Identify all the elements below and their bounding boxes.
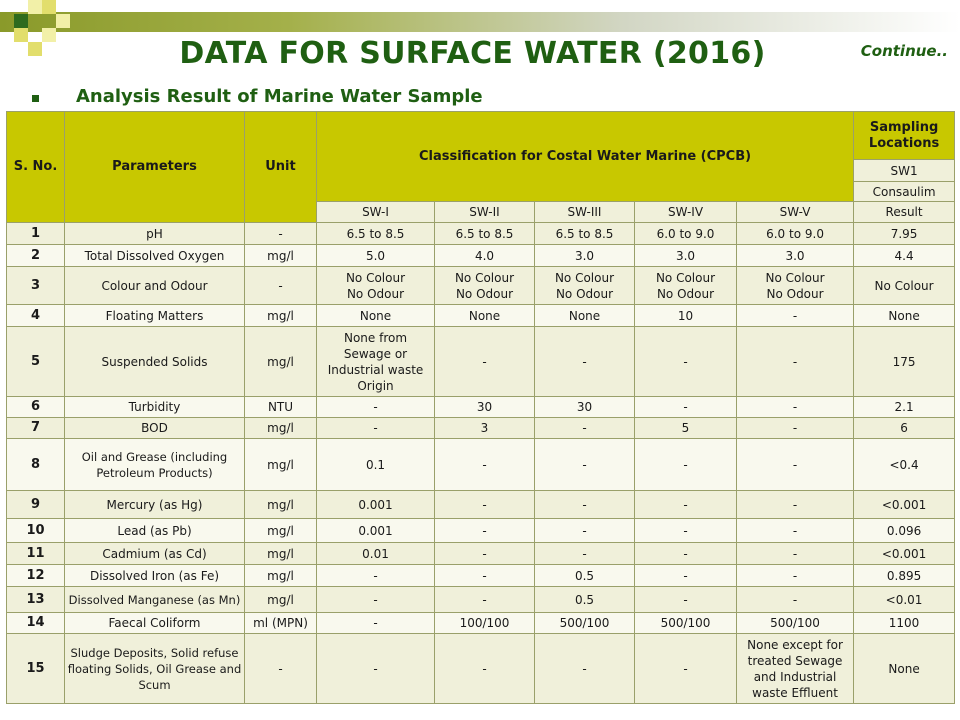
- row-unit: mg/l: [245, 305, 317, 327]
- table-row: [7, 439, 955, 491]
- row-sw5: None except for treated Sewage and Industrial waste Effluent: [737, 634, 854, 704]
- row-sw2: 4.0: [435, 245, 535, 267]
- result-header: Result: [854, 202, 955, 223]
- row-sw4: 5: [635, 418, 737, 439]
- row-sno: 12: [7, 565, 65, 587]
- row-result: 4.4: [854, 245, 955, 267]
- row-sw2: -: [435, 634, 535, 704]
- row-parameter: Lead (as Pb): [65, 519, 245, 543]
- row-sw4: -: [635, 491, 737, 519]
- row-sw5: -: [737, 439, 854, 491]
- row-sw5: 3.0: [737, 245, 854, 267]
- row-sw3: -: [535, 439, 635, 491]
- row-sno: 11: [7, 543, 65, 565]
- row-result: 1100: [854, 613, 955, 634]
- header-unit: Unit: [245, 112, 317, 223]
- row-unit: mg/l: [245, 519, 317, 543]
- row-sw5: -: [737, 418, 854, 439]
- row-sno: 6: [7, 397, 65, 418]
- top-decorative-bar: [0, 12, 960, 32]
- class-sw1: SW-I: [317, 202, 435, 223]
- sampling-id: SW1: [854, 160, 955, 182]
- row-result: 6: [854, 418, 955, 439]
- row-sw4: 6.0 to 9.0: [635, 223, 737, 245]
- row-sno: 14: [7, 613, 65, 634]
- header-classification: Classification for Costal Water Marine (CPCB): [317, 112, 854, 202]
- row-parameter: pH: [65, 223, 245, 245]
- row-sw2: 30: [435, 397, 535, 418]
- row-sw3: 500/100: [535, 613, 635, 634]
- sampling-place: Consaulim: [854, 182, 955, 202]
- table-row: [7, 397, 955, 418]
- row-sw3: None: [535, 305, 635, 327]
- row-parameter: Total Dissolved Oxygen: [65, 245, 245, 267]
- row-sw3: 6.5 to 8.5: [535, 223, 635, 245]
- table-row: [7, 491, 955, 519]
- row-sw4: -: [635, 587, 737, 613]
- row-unit: mg/l: [245, 565, 317, 587]
- row-unit: mg/l: [245, 327, 317, 397]
- row-sw4: -: [635, 565, 737, 587]
- row-sw3: -: [535, 519, 635, 543]
- row-sw2: No Colour No Odour: [435, 267, 535, 305]
- row-sno: 2: [7, 245, 65, 267]
- row-parameter: Turbidity: [65, 397, 245, 418]
- row-sw1: -: [317, 418, 435, 439]
- row-sw4: -: [635, 397, 737, 418]
- row-sw2: -: [435, 327, 535, 397]
- table-row: [7, 613, 955, 634]
- row-sw5: No Colour No Odour: [737, 267, 854, 305]
- row-sw2: -: [435, 543, 535, 565]
- row-sw1: 0.001: [317, 519, 435, 543]
- row-sw3: No Colour No Odour: [535, 267, 635, 305]
- row-sw2: None: [435, 305, 535, 327]
- row-sw5: 500/100: [737, 613, 854, 634]
- row-sw3: -: [535, 491, 635, 519]
- row-sw3: -: [535, 634, 635, 704]
- row-result: <0.01: [854, 587, 955, 613]
- row-sno: 13: [7, 587, 65, 613]
- row-sno: 5: [7, 327, 65, 397]
- row-result: <0.001: [854, 491, 955, 519]
- table-row: [7, 418, 955, 439]
- table-row: [7, 519, 955, 543]
- row-sw2: -: [435, 439, 535, 491]
- row-sw4: 500/100: [635, 613, 737, 634]
- row-sw2: -: [435, 587, 535, 613]
- row-sw4: -: [635, 327, 737, 397]
- row-unit: mg/l: [245, 587, 317, 613]
- row-sw4: 3.0: [635, 245, 737, 267]
- table-row: [7, 587, 955, 613]
- page-title: DATA FOR SURFACE WATER (2016): [179, 36, 766, 71]
- row-sno: 7: [7, 418, 65, 439]
- row-sno: 10: [7, 519, 65, 543]
- row-unit: -: [245, 634, 317, 704]
- row-sw2: -: [435, 491, 535, 519]
- header-parameters: Parameters: [65, 112, 245, 223]
- row-sw1: -: [317, 565, 435, 587]
- row-sno: 3: [7, 267, 65, 305]
- row-result: <0.4: [854, 439, 955, 491]
- row-unit: mg/l: [245, 439, 317, 491]
- row-sno: 9: [7, 491, 65, 519]
- row-result: 2.1: [854, 397, 955, 418]
- row-parameter: Suspended Solids: [65, 327, 245, 397]
- row-sw2: 100/100: [435, 613, 535, 634]
- row-sw1: 6.5 to 8.5: [317, 223, 435, 245]
- row-sw2: 6.5 to 8.5: [435, 223, 535, 245]
- row-unit: mg/l: [245, 543, 317, 565]
- row-sno: 4: [7, 305, 65, 327]
- row-result: 0.096: [854, 519, 955, 543]
- row-parameter: Mercury (as Hg): [65, 491, 245, 519]
- row-sw4: -: [635, 519, 737, 543]
- table-row: [7, 327, 955, 397]
- row-sw5: -: [737, 587, 854, 613]
- row-sw1: None: [317, 305, 435, 327]
- row-sw5: -: [737, 397, 854, 418]
- row-unit: ml (MPN): [245, 613, 317, 634]
- row-sw2: 3: [435, 418, 535, 439]
- row-result: <0.001: [854, 543, 955, 565]
- row-sw1: -: [317, 587, 435, 613]
- row-result: None: [854, 305, 955, 327]
- table-row: [7, 267, 955, 305]
- row-unit: -: [245, 223, 317, 245]
- row-sw4: -: [635, 439, 737, 491]
- row-parameter: Dissolved Manganese (as Mn): [65, 587, 245, 613]
- row-parameter: Cadmium (as Cd): [65, 543, 245, 565]
- table-row: [7, 305, 955, 327]
- row-sw1: -: [317, 397, 435, 418]
- row-result: 0.895: [854, 565, 955, 587]
- continue-label: Continue..: [860, 42, 948, 60]
- row-sw5: -: [737, 305, 854, 327]
- header-sno: S. No.: [7, 112, 65, 223]
- table-row: [7, 223, 955, 245]
- section-subtitle: Analysis Result of Marine Water Sample: [76, 86, 483, 107]
- marine-water-table: [6, 111, 955, 704]
- row-sno: 15: [7, 634, 65, 704]
- table-row: [7, 543, 955, 565]
- row-parameter: Colour and Odour: [65, 267, 245, 305]
- row-sw1: 0.01: [317, 543, 435, 565]
- row-sw1: -: [317, 634, 435, 704]
- row-result: 175: [854, 327, 955, 397]
- row-sw2: -: [435, 519, 535, 543]
- row-parameter: Sludge Deposits, Solid refuse floating Solids, Oil Grease and Scum: [65, 634, 245, 704]
- row-sno: 1: [7, 223, 65, 245]
- row-sw1: 0.001: [317, 491, 435, 519]
- row-sw5: -: [737, 543, 854, 565]
- row-sw2: -: [435, 565, 535, 587]
- row-sw3: -: [535, 327, 635, 397]
- row-parameter: Dissolved Iron (as Fe): [65, 565, 245, 587]
- row-sw3: -: [535, 418, 635, 439]
- row-sw1: 0.1: [317, 439, 435, 491]
- row-sw3: -: [535, 543, 635, 565]
- class-sw2: SW-II: [435, 202, 535, 223]
- row-sw3: 0.5: [535, 565, 635, 587]
- row-sw3: 30: [535, 397, 635, 418]
- row-sw5: -: [737, 565, 854, 587]
- row-parameter: Oil and Grease (including Petroleum Products): [65, 439, 245, 491]
- row-sw3: 3.0: [535, 245, 635, 267]
- row-sw1: None from Sewage or Industrial waste Origin: [317, 327, 435, 397]
- row-parameter: Faecal Coliform: [65, 613, 245, 634]
- table-row: [7, 565, 955, 587]
- row-result: No Colour: [854, 267, 955, 305]
- row-sw4: -: [635, 543, 737, 565]
- row-sw1: -: [317, 613, 435, 634]
- row-unit: mg/l: [245, 245, 317, 267]
- row-sw4: No Colour No Odour: [635, 267, 737, 305]
- row-sw1: No Colour No Odour: [317, 267, 435, 305]
- row-unit: mg/l: [245, 418, 317, 439]
- row-sw1: 5.0: [317, 245, 435, 267]
- header-sampling-locations: Sampling Locations: [854, 112, 955, 160]
- row-unit: NTU: [245, 397, 317, 418]
- row-sw5: -: [737, 519, 854, 543]
- bullet-icon: [32, 95, 39, 102]
- row-unit: mg/l: [245, 491, 317, 519]
- row-sw5: -: [737, 327, 854, 397]
- class-sw5: SW-V: [737, 202, 854, 223]
- row-result: None: [854, 634, 955, 704]
- row-sw3: 0.5: [535, 587, 635, 613]
- row-sw5: 6.0 to 9.0: [737, 223, 854, 245]
- class-sw3: SW-III: [535, 202, 635, 223]
- row-parameter: BOD: [65, 418, 245, 439]
- table-row: [7, 245, 955, 267]
- row-result: 7.95: [854, 223, 955, 245]
- row-unit: -: [245, 267, 317, 305]
- class-sw4: SW-IV: [635, 202, 737, 223]
- table-row: [7, 634, 955, 704]
- row-sw5: -: [737, 491, 854, 519]
- row-sno: 8: [7, 439, 65, 491]
- row-parameter: Floating Matters: [65, 305, 245, 327]
- row-sw4: 10: [635, 305, 737, 327]
- row-sw4: -: [635, 634, 737, 704]
